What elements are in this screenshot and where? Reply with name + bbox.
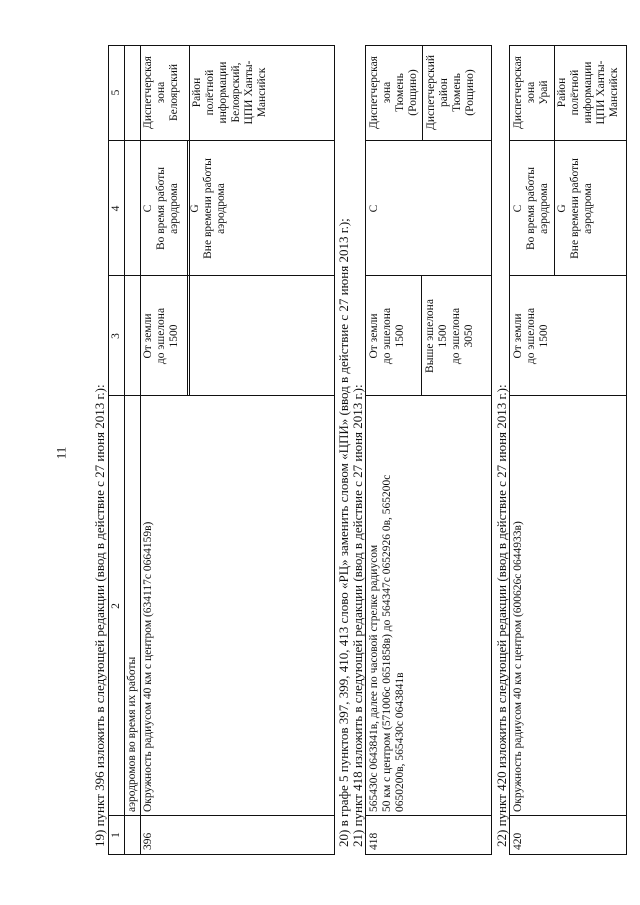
note-20: 20) в графе 5 пунктов 397, 399, 410, 413 слово «РЦ» заменить словом «ЦПИ» (ввод в действие с 27 июня 2013 г.);	[336, 218, 351, 847]
note-22: 22) пункт 420 изложить в следующей редакции (ввод в действие с 27 июня 2013 г.):	[494, 384, 509, 847]
rotated-page	[82, 25, 627, 855]
note-19: 19) пункт 396 изложить в следующей редакции (ввод в действие с 27 июня 2013 г.):	[92, 384, 107, 847]
table-396: 1 2 3 4 5 аэродромов во время их работы 396 Окружность радиусом 40 км с центром (634117с 0664159в) От земли до эшелона 1500 С Во время работы аэродрома G Вне времени работы аэродрома Диспетчерская зона Белоярский Район полётной информации Белоярский, ЦПИ Ханты- Мансийск	[108, 45, 335, 855]
header-col-2: 2	[110, 603, 122, 609]
table-418: 418 565430с 0643841в, далее по часовой стрелке радиусом 50 км с центром (571006с 0651858в) до 564347с 0652926 0в, 565200с 0650200в, 565430с 0643841в От земли до эшелона 1500 Выше эшелона 1500 до эшелона 3050 С Диспетчерская зона Тюмень (Рощино) Диспетчерский район Тюмень (Рощино)	[365, 45, 492, 855]
table-420: 420 Окружность радиусом 40 км с центром (600626с 0644933в) От земли до эшелона 1500 С Во время работы аэродрома G Вне времени работы аэродрома Диспетчерская зона Урай Район полётной информации ЦПИ Ханты- Мансийск	[509, 45, 627, 855]
row-396-description: Окружность радиусом 40 км с центром (634117с 0664159в)	[142, 521, 154, 812]
row-396-number: 396	[142, 832, 154, 850]
header-col-5: 5	[110, 89, 122, 96]
row-420-description: Окружность радиусом 40 км с центром (600626с 0644933в)	[512, 521, 524, 812]
page-number: 11	[53, 446, 69, 460]
top-row-text: аэродромов во время их работы	[126, 656, 138, 812]
row-418-class: С	[368, 204, 380, 213]
note-21: 21) пункт 418 изложить в следующей редакции (ввод в действие с 27 июня 2013 г.):	[350, 384, 365, 847]
header-col-1: 1	[110, 832, 122, 838]
row-420-number: 420	[512, 832, 524, 850]
header-col-4: 4	[110, 205, 122, 212]
row-418-number: 418	[368, 832, 380, 850]
header-col-3: 3	[110, 333, 122, 339]
